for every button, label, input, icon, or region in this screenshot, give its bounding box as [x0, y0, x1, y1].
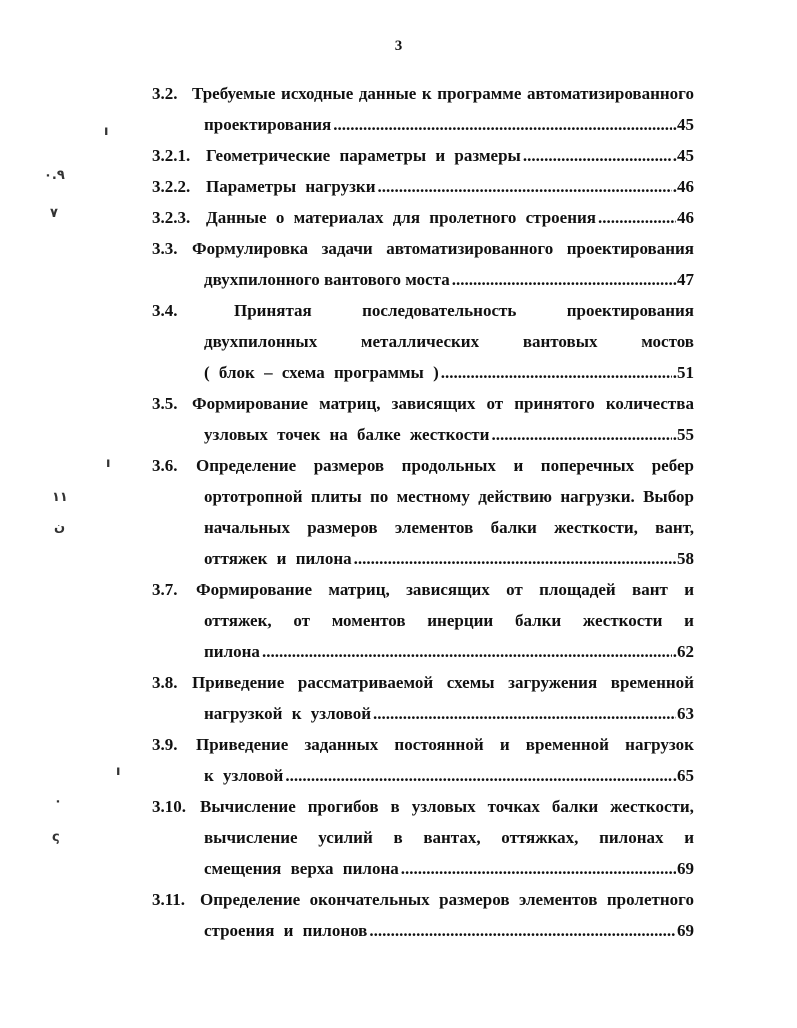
word: загружения	[508, 673, 598, 692]
entry-page: 69	[677, 921, 694, 940]
entry-title: оттяжек и пилона	[204, 549, 352, 568]
entry-number: 3.11.	[152, 890, 186, 909]
word: временной	[525, 735, 609, 754]
entry-number: 3.8.	[152, 673, 178, 692]
word: проектирования	[566, 239, 694, 258]
word: и	[684, 611, 694, 630]
entry-title: нагрузкой к узловой	[204, 704, 372, 723]
entry-number: 3.6.	[152, 456, 178, 475]
word: зависящих	[406, 580, 490, 599]
margin-mark: ٠.٩	[44, 168, 65, 183]
entry-title-line	[192, 239, 694, 259]
margin-mark: ٧	[50, 206, 58, 221]
margin-mark: ı	[106, 456, 111, 471]
entry-title: Параметры нагрузки	[206, 177, 376, 196]
entry-number: 3.9.	[152, 735, 178, 754]
word: Определение	[200, 890, 301, 909]
word: и	[513, 456, 524, 475]
word: окончательных	[309, 890, 430, 909]
word: временной	[610, 673, 694, 692]
dot-leader	[285, 766, 671, 786]
word: данные	[358, 84, 417, 103]
word: продольных	[401, 456, 496, 475]
word: Принятая	[234, 301, 312, 320]
word: поперечных	[540, 456, 635, 475]
word: матриц,	[328, 580, 390, 599]
entry-title: двухпилонного вантового моста	[204, 270, 450, 289]
entry-title-line	[196, 580, 694, 600]
word: по	[369, 487, 389, 506]
word: от	[293, 611, 310, 630]
word: ортотропной	[204, 487, 303, 506]
entry-title-line	[200, 797, 694, 817]
word: исходные	[281, 84, 354, 103]
word: автоматизированного	[386, 239, 554, 258]
word: Определение	[196, 456, 297, 475]
entry-page: .62	[672, 642, 694, 661]
dot-leader	[369, 921, 676, 941]
entry-title-line	[196, 456, 694, 476]
word: постоянной	[394, 735, 484, 754]
entry-title: к узловой	[204, 766, 284, 785]
word: пролетного	[606, 890, 694, 909]
entry-title-line	[204, 611, 694, 631]
entry-title: смещения верха пилона	[204, 859, 399, 878]
word: автоматизированного	[527, 84, 694, 103]
entry-page: 63	[677, 704, 694, 723]
entry-title: ( блок – схема программы )	[204, 363, 439, 382]
entry-title-line	[234, 301, 694, 321]
word: жесткости,	[554, 518, 638, 537]
entry-number: 3.2.1.	[152, 146, 191, 165]
word: мостов	[641, 332, 694, 351]
entry-leader	[206, 146, 694, 166]
word: и	[684, 580, 694, 599]
word: балки	[490, 518, 537, 537]
word: Требуемые	[192, 84, 276, 103]
entry-title-line	[192, 394, 694, 414]
entry-page: .45	[672, 115, 694, 134]
word: заданных	[304, 735, 379, 754]
word: вычисление	[204, 828, 298, 847]
word: зависящих	[391, 394, 476, 413]
dot-leader	[401, 859, 676, 879]
dot-leader	[378, 177, 672, 197]
word: площадей	[539, 580, 616, 599]
word: начальных	[204, 518, 290, 537]
entry-number: 3.2.2.	[152, 177, 191, 196]
word: усилий	[318, 828, 373, 847]
entry-number: 3.2.	[152, 84, 178, 103]
word: рассматриваемой	[297, 673, 434, 692]
word: инерции	[427, 611, 494, 630]
word: нагрузки.	[560, 487, 635, 506]
word: металлических	[360, 332, 480, 351]
entry-leader	[204, 115, 694, 135]
word: ребер	[651, 456, 694, 475]
entry-leader	[204, 766, 694, 786]
word: Формулировка	[192, 239, 309, 258]
margin-mark: ı	[104, 124, 109, 139]
word: Вычисление	[200, 797, 296, 816]
word: Формирование	[192, 394, 309, 413]
dot-leader	[523, 146, 672, 166]
margin-mark: ١١	[52, 490, 68, 505]
word: оттяжках,	[501, 828, 579, 847]
word: точках	[487, 797, 540, 816]
margin-mark: ς	[52, 830, 60, 845]
entry-title: строения и пилонов	[204, 921, 368, 940]
entry-page: .55	[672, 425, 694, 444]
dot-leader	[441, 363, 672, 383]
dot-leader	[262, 642, 672, 662]
word: моментов	[331, 611, 406, 630]
entry-title: пилона	[204, 642, 260, 661]
word: жесткости	[582, 611, 663, 630]
entry-title: узловых точек на балке жесткости	[204, 425, 490, 444]
entry-leader	[204, 921, 694, 941]
entry-page: 69	[677, 859, 694, 878]
word: от	[486, 394, 504, 413]
entry-page: 58	[677, 549, 694, 568]
word: двухпилонных	[204, 332, 318, 351]
entry-title-line	[204, 518, 694, 538]
word: количества	[605, 394, 694, 413]
entry-page: 46	[677, 208, 694, 227]
entry-leader	[204, 704, 694, 724]
margin-mark: ٠	[54, 794, 62, 809]
entry-number: 3.10.	[152, 797, 186, 816]
word: жесткости,	[610, 797, 694, 816]
word: Приведение	[196, 735, 289, 754]
word: вант,	[655, 518, 694, 537]
entry-title-line	[204, 332, 694, 352]
entry-page: .65	[672, 766, 694, 785]
entry-number: 3.4.	[152, 301, 178, 320]
word: размеров	[439, 890, 510, 909]
margin-mark: ı	[116, 764, 121, 779]
word: оттяжек,	[204, 611, 272, 630]
entry-leader	[204, 642, 694, 662]
margin-mark: ن	[54, 520, 66, 535]
entry-leader	[204, 363, 694, 383]
word: нагрузок	[625, 735, 694, 754]
entry-title-line	[192, 673, 694, 693]
word: к	[421, 84, 432, 103]
entry-leader	[204, 549, 694, 569]
page-number: 3	[394, 38, 403, 54]
entry-page: .47	[672, 270, 694, 289]
word: вантах,	[423, 828, 481, 847]
word: проектирования	[566, 301, 694, 320]
word: плиты	[310, 487, 362, 506]
word: узловых	[411, 797, 476, 816]
entry-title-line	[204, 487, 694, 507]
entry-number: 3.7.	[152, 580, 178, 599]
entry-number: 3.2.3.	[152, 208, 191, 227]
word: последовательность	[362, 301, 517, 320]
word: задачи	[321, 239, 373, 258]
word: и	[499, 735, 510, 754]
word: схемы	[446, 673, 495, 692]
word: и	[684, 828, 694, 847]
word: Выбор	[643, 487, 694, 506]
word: от	[506, 580, 523, 599]
entry-leader	[206, 208, 694, 228]
entry-title: проектирования	[204, 115, 332, 134]
entry-number: 3.5.	[152, 394, 178, 413]
entry-page: .51	[672, 363, 694, 382]
word: матриц,	[319, 394, 381, 413]
entry-page: .46	[672, 177, 694, 196]
entry-page: .45	[672, 146, 694, 165]
entry-number: 3.3.	[152, 239, 178, 258]
entry-title-line	[204, 828, 694, 848]
word: программе	[437, 84, 522, 103]
entry-title: Данные о материалах для пролетного строения	[206, 208, 596, 227]
word: элементов	[394, 518, 474, 537]
word: действию	[478, 487, 552, 506]
word: прогибов	[307, 797, 379, 816]
dot-leader	[373, 704, 676, 724]
word: вантовых	[522, 332, 598, 351]
word: местному	[396, 487, 470, 506]
word: в	[393, 828, 403, 847]
word: пилонах	[599, 828, 664, 847]
entry-leader	[206, 177, 694, 197]
word: элементов	[518, 890, 598, 909]
entry-title-line	[196, 735, 694, 755]
entry-title-line	[200, 890, 694, 910]
word: вант	[632, 580, 668, 599]
dot-leader	[598, 208, 676, 228]
entry-leader	[204, 859, 694, 879]
dot-leader	[491, 425, 671, 445]
word: размеров	[313, 456, 385, 475]
dot-leader	[333, 115, 672, 135]
word: Формирование	[196, 580, 313, 599]
dot-leader	[452, 270, 672, 290]
entry-title-line	[192, 84, 694, 104]
word: размеров	[307, 518, 378, 537]
word: Приведение	[192, 673, 285, 692]
word: в	[390, 797, 400, 816]
word: балки	[514, 611, 562, 630]
entry-leader	[204, 425, 694, 445]
entry-title: Геометрические параметры и размеры	[206, 146, 521, 165]
word: балки	[551, 797, 599, 816]
word: принятого	[514, 394, 595, 413]
dot-leader	[354, 549, 676, 569]
entry-leader	[204, 270, 694, 290]
